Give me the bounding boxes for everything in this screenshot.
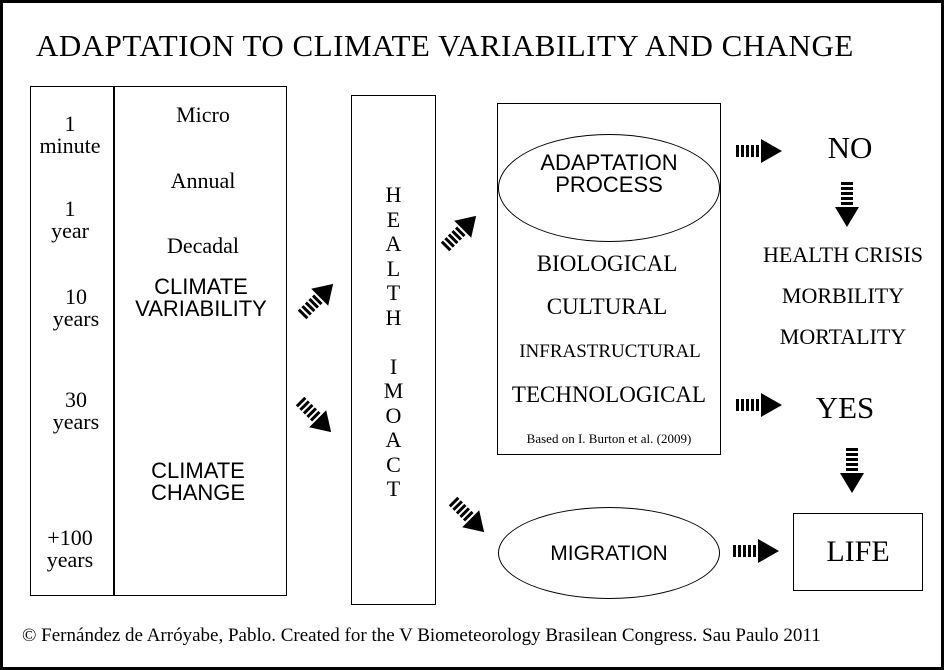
- arrow-adaptation-to-no: [736, 136, 786, 166]
- time-value: 1: [64, 111, 76, 136]
- outcome-mortality: MORTALITY: [779, 324, 907, 349]
- time-value: 10: [65, 284, 87, 309]
- adaptation-process-line2: PROCESS: [555, 172, 663, 197]
- climate-change-line2: CHANGE: [150, 480, 246, 505]
- climate-micro: Micro: [176, 102, 230, 127]
- outcome-no: NO: [827, 130, 873, 165]
- time-scale-box: [30, 86, 115, 596]
- arrow-no-to-health-crisis: [832, 182, 862, 230]
- adaptation-process-label: [498, 152, 720, 196]
- letter-e: E: [386, 206, 401, 232]
- climate-scale-box: [113, 86, 287, 596]
- diagram-title: ADAPTATION TO CLIMATE VARIABILITY AND CHANGE: [36, 28, 854, 63]
- letter-a: A: [385, 231, 402, 256]
- adaptation-biological: BIOLOGICAL: [536, 251, 678, 276]
- letter-a: A: [385, 427, 402, 452]
- arrow-yes-to-life: [837, 448, 867, 496]
- climate-change-label: [108, 460, 288, 504]
- time-100-years: [30, 527, 110, 571]
- time-unit: years: [46, 547, 94, 572]
- time-unit: year: [51, 218, 89, 243]
- letter-l: L: [386, 255, 401, 281]
- time-30-years: [36, 389, 116, 433]
- outcome-morbility: MORBILITY: [781, 283, 905, 308]
- migration-label: MIGRATION: [550, 542, 668, 565]
- outcome-life: LIFE: [826, 535, 890, 568]
- adaptation-technological: TECHNOLOGICAL: [511, 382, 707, 407]
- letter-t: T: [386, 476, 401, 501]
- credit-line: © Fernández de Arróyabe, Pablo. Created for the V Biometeorology Brasilean Congress. Sau Paulo 2011: [22, 625, 821, 646]
- climate-annual: Annual: [170, 168, 236, 193]
- time-value: 1: [64, 196, 76, 221]
- arrow-impact-to-adaptation: [432, 200, 492, 260]
- climate-variability-line2: VARIABILITY: [135, 296, 267, 321]
- time-value: 30: [65, 387, 87, 412]
- arrow-adaptation-to-yes: [736, 390, 786, 420]
- letter-c: C: [386, 451, 401, 477]
- adaptation-process-line1: ADAPTATION: [540, 150, 678, 175]
- arrow-migration-to-life: [733, 536, 783, 566]
- time-unit: years: [52, 409, 100, 434]
- time-10-years: [36, 286, 116, 330]
- letter-o: O: [385, 402, 402, 428]
- arrow-impact-to-migration: [440, 488, 500, 548]
- time-value: +100: [47, 525, 93, 550]
- outcome-yes: YES: [815, 390, 875, 425]
- adaptation-infrastructural: INFRASTRUCTURAL: [519, 341, 701, 362]
- climate-variability-line1: CLIMATE: [154, 274, 248, 299]
- letter-t: T: [386, 280, 401, 305]
- climate-variability-label: [113, 276, 289, 320]
- outcome-health-crisis: HEALTH CRISIS: [763, 242, 923, 267]
- hatched-arrow-icon: [294, 275, 342, 323]
- arrow-variability-to-impact: [289, 268, 349, 328]
- letter-m: M: [383, 378, 404, 403]
- climate-change-line1: CLIMATE: [151, 458, 245, 483]
- letter-space: [351, 330, 436, 355]
- time-1-minute: [30, 113, 110, 157]
- climate-decadal: Decadal: [166, 233, 240, 258]
- arrow-change-to-impact: [287, 388, 347, 448]
- letter-h: H: [385, 182, 402, 207]
- time-1-year: [30, 198, 110, 242]
- time-unit: years: [52, 306, 100, 331]
- health-impact-letters: [351, 183, 436, 502]
- letter-h: H: [385, 304, 402, 330]
- adaptation-source: Based on I. Burton et al. (2009): [526, 431, 692, 446]
- time-unit: minute: [39, 133, 101, 158]
- adaptation-cultural: CULTURAL: [546, 294, 668, 319]
- letter-i: I: [389, 353, 398, 379]
